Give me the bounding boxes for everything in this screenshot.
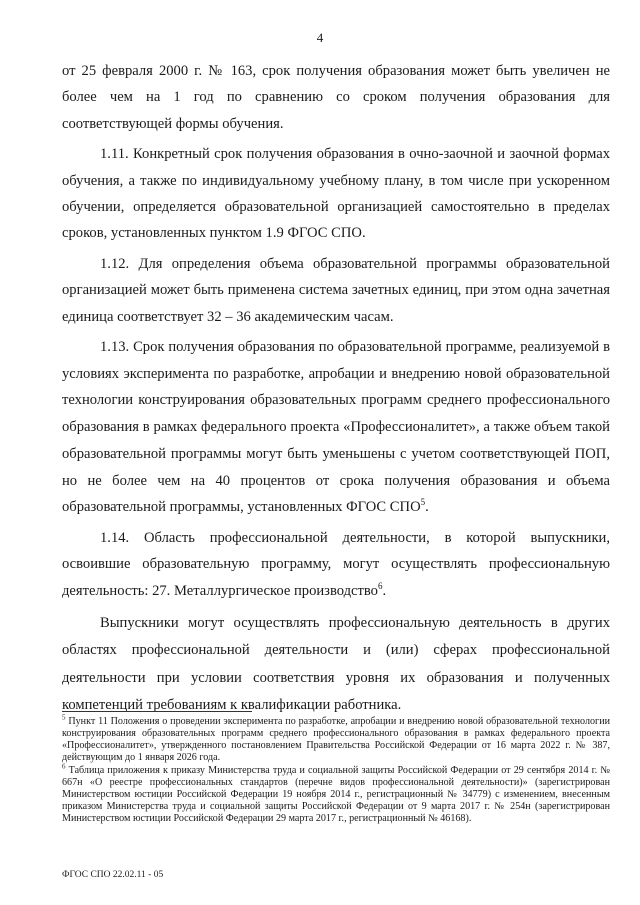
paragraph-1-11: 1.11. Конкретный срок получения образования в очно-заочной и заочной формах обучения, а также по индивидуальному учебному плану, в том числе при ускоренном обучении, определяется образовательной организацией самостоятельно в пределах сроков, установленных пунктом 1.9 ФГОС СПО.: [62, 146, 610, 242]
paragraph-1-14-text: 1.14. Область профессиональной деятельности, в которой выпускники, освоившие образовательную программу, могут осуществлять профессиональную деятельность: 27. Металлургическое производство: [62, 529, 610, 599]
footnotes: [62, 713, 610, 826]
footnote-mark-5: 5: [62, 713, 66, 722]
footnote-separator: [62, 711, 252, 712]
paragraph-1-13-text: 1.13. Срок получения образования по образовательной программе, реализуемой в условиях эксперимента по разработке, апробации и внедрению новой образовательной технологии конструирования образовательных программ среднего профессионального образования в рамках федерального проекта «Профессионалитет», а также объем такой образовательной программы могут быть уменьшены с учетом соответствующей ПОП, но не более чем на 40 процентов от срока получения образования и объема образовательной программы, установленных ФГОС СПО: [62, 339, 610, 516]
footnote-5-text: Пункт 11 Положения о проведении эксперимента по разработке, апробации и внедрению новой образовательной технологии конструирования образовательных программ среднего профессионального образования в рамках федерального проекта «Профессионалитет», утвержденного постановлением Правительства Российской Федерации от 16 марта 2022 г. № 387, действующим до 1 января 2026 года.: [62, 716, 610, 763]
footnote-ref-5[interactable]: 5: [420, 497, 426, 508]
document-code: ФГОС СПО 22.02.11 - 05: [62, 870, 164, 880]
paragraph-1-12: 1.12. Для определения объема образовательной программы образовательной организацией может быть применена система зачетных единиц, при этом одна зачетная единица соответствует 32 – 36 академическим часам.: [62, 255, 610, 325]
paragraph-1-14: 1.14. Область профессиональной деятельности, в которой выпускники, освоившие образовательную программу, могут осуществлять профессиональную деятельность: 27. Металлургическое производство$^6$.: [62, 529, 610, 599]
footnote-5: [62, 713, 610, 764]
paragraph-1-13: 1.13. Срок получения образования по образовательной программе, реализуемой в условиях эксперимента по разработке, апробации и внедрению новой образовательной технологии конструирования образовательных программ среднего профессионального образования в рамках федерального проекта «Профессионалитет», а также объем такой образовательной программы могут быть уменьшены с учетом соответствующей ПОП, но не более чем на 40 процентов от срока получения образования и объема образовательной программы, установленных ФГОС СПО$^5$.: [62, 339, 610, 516]
page-number: 4: [316, 30, 324, 45]
footnote-mark-6: 6: [62, 762, 66, 771]
footnote-6-text: Таблица приложения к приказу Министерства труда и социальной защиты Российской Федерации от 29 сентября 2014 г. № 667н «О реестре профессиональных стандартов (перечне видов профессиональной деятельности)» (зарегистрирован Министерством юстиции Российской Федерации 19 ноября 2014 г., регистрационный № 34779) с изменением, внесенным приказом Министерства труда и социальной защиты Российской Федерации от 9 марта 2017 г. № 254н (зарегистрирован Министерством юстиции Российской Федерации 29 марта 2017 г., регистрационный № 46168).: [62, 765, 610, 824]
paragraph-graduates: Выпускники могут осуществлять профессиональную деятельность в других областях профессиональной деятельности и (или) сферах профессиональной деятельности при условии соответствия уровня их образования и полученных компетенций требованиям к квалификации работника.: [62, 615, 610, 713]
paragraph-continuation: от 25 февраля 2000 г. № 163, срок получения образования может быть увеличен не более чем на 1 год по сравнению со сроком получения образования для соответствующей формы обучения.: [62, 63, 610, 132]
document-body: [62, 58, 610, 723]
footnote-ref-6[interactable]: 6: [377, 580, 383, 591]
footnote-6: [62, 762, 610, 825]
